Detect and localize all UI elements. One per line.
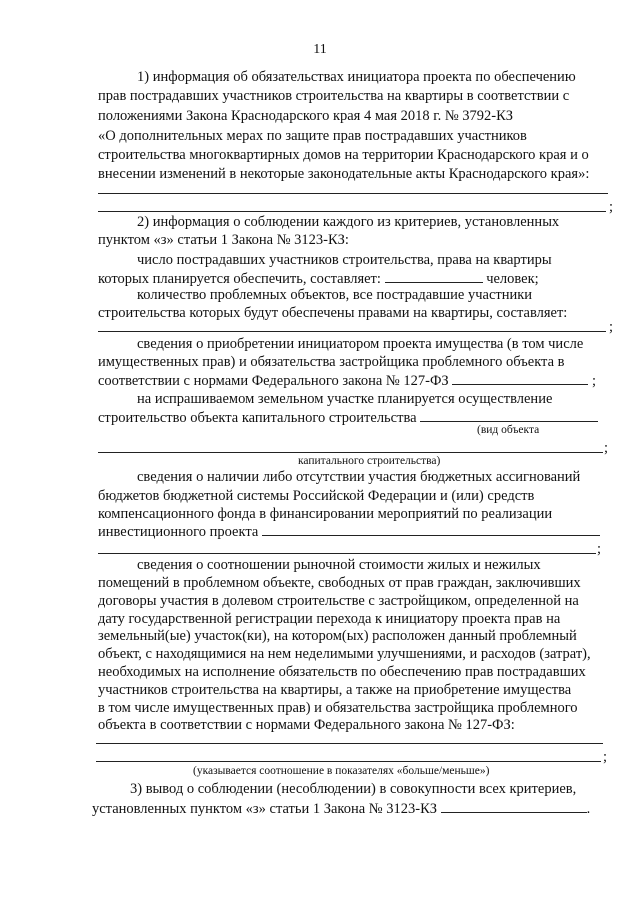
- fill-line: [98, 553, 596, 554]
- participants-line-2: [98, 270, 539, 287]
- semicolon: ;: [603, 749, 608, 765]
- ratio-line-7: необходимых на исполнение обязательств по обеспечению прав пострадавших: [98, 664, 586, 680]
- objects-line-1: количество проблемных объектов, все пострадавшие участники: [137, 287, 533, 303]
- ratio-line-1: сведения о соотношении рыночной стоимости жилых и нежилых: [137, 557, 541, 573]
- item1-line-6: внесении изменений в некоторые законодательные акты Краснодарского края»:: [98, 166, 590, 182]
- semicolon: ;: [597, 541, 602, 557]
- property-line-3: [98, 372, 596, 389]
- ratio-line-10: объекта в соответствии с нормами Федерального закона № 127-ФЗ:: [98, 717, 515, 733]
- land-blank: [420, 409, 598, 422]
- property-line-1: сведения о приобретении инициатором проекта имущества (в том числе: [137, 336, 584, 352]
- fill-line: [98, 452, 603, 453]
- fill-line: [98, 193, 608, 194]
- semicolon: ;: [609, 319, 614, 335]
- item1-line-3: положениями Закона Краснодарского края 4 мая 2018 г. № 3792-КЗ: [98, 108, 514, 124]
- item1-line-1: 1) информация об обязательствах инициатора проекта по обеспечению: [137, 69, 576, 85]
- ratio-line-9: в том числе имущественных прав) и обязательства застройщика проблемного: [98, 700, 578, 716]
- land-line-1: на испрашиваемом земельном участке планируется осуществление: [137, 391, 553, 407]
- participants-line-1: число пострадавших участников строительства, права на квартиры: [137, 252, 552, 268]
- hint-ratio: (указывается соотношение в показателях «больше/меньше»): [193, 765, 490, 777]
- item3-blank: [441, 800, 587, 813]
- fill-line: [96, 743, 603, 744]
- ratio-line-6: объект, с находящимися на нем неделимыми улучшениями, и расходов (затрат),: [98, 646, 591, 662]
- participants-label: которых планируется обеспечить, составляет:: [98, 271, 381, 287]
- ratio-line-2: помещений в проблемном объекте, свободных от прав граждан, заключивших: [98, 575, 581, 591]
- budget-line-3: компенсационного фонда в финансировании мероприятий по реализации: [98, 506, 553, 522]
- semicolon: ;: [609, 199, 614, 215]
- fill-line: [96, 761, 601, 762]
- participants-blank: [385, 270, 483, 283]
- period: .: [586, 801, 591, 817]
- item2-intro-2: пунктом «з» статьи 1 Закона № 3123-КЗ:: [98, 232, 349, 248]
- ratio-line-4: дату государственной регистрации перехода к инициатору проекта прав на: [98, 611, 561, 627]
- item1-line-5: строительства многоквартирных домов на территории Краснодарского края и о: [98, 147, 589, 163]
- fill-line: [98, 331, 606, 332]
- item3-label: установленных пунктом «з» статьи 1 Закона № 3123-КЗ: [92, 801, 438, 817]
- property-line-2: имущественных прав) и обязательства застройщика проблемного объекта в: [98, 354, 565, 370]
- item1-line-2: прав пострадавших участников строительства на квартиры в соответствии с: [98, 88, 570, 104]
- item2-intro-1: 2) информация о соблюдении каждого из критериев, установленных: [137, 214, 560, 230]
- semicolon: ;: [591, 373, 596, 389]
- fill-line: [98, 211, 606, 212]
- ratio-line-8: участников строительства на квартиры, а также на приобретение имущества: [98, 682, 572, 698]
- semicolon: ;: [604, 440, 609, 456]
- budget-line-2: бюджетов бюджетной системы Российской Федерации и (или) средств: [98, 488, 535, 504]
- item3-line-2: [92, 800, 590, 817]
- budget-label: инвестиционного проекта: [98, 524, 259, 540]
- ratio-line-5: земельный(ые) участок(ки), на котором(ых) расположен данный проблемный: [98, 628, 577, 644]
- participants-unit: человек;: [486, 271, 539, 287]
- property-blank: [452, 372, 588, 385]
- page-number: 11: [313, 42, 327, 57]
- land-label: строительство объекта капитального строительства: [98, 410, 417, 426]
- budget-line-4: [98, 523, 600, 540]
- budget-line-1: сведения о наличии либо отсутствии участия бюджетных ассигнований: [137, 469, 581, 485]
- objects-line-2: строительства которых будут обеспечены правами на квартиры, составляет:: [98, 305, 568, 321]
- ratio-line-3: договоры участия в долевом строительстве с застройщиком, определенной на: [98, 593, 579, 609]
- item3-line-1: 3) вывод о соблюдении (несоблюдении) в совокупности всех критериев,: [130, 781, 577, 797]
- hint-object-type-cont: капитального строительства): [298, 455, 441, 467]
- budget-blank: [262, 523, 600, 536]
- item1-line-4: «О дополнительных мерах по защите прав пострадавших участников: [98, 128, 527, 144]
- property-label: соответствии с нормами Федерального закона № 127-ФЗ: [98, 373, 449, 389]
- hint-object-type: (вид объекта: [477, 424, 540, 436]
